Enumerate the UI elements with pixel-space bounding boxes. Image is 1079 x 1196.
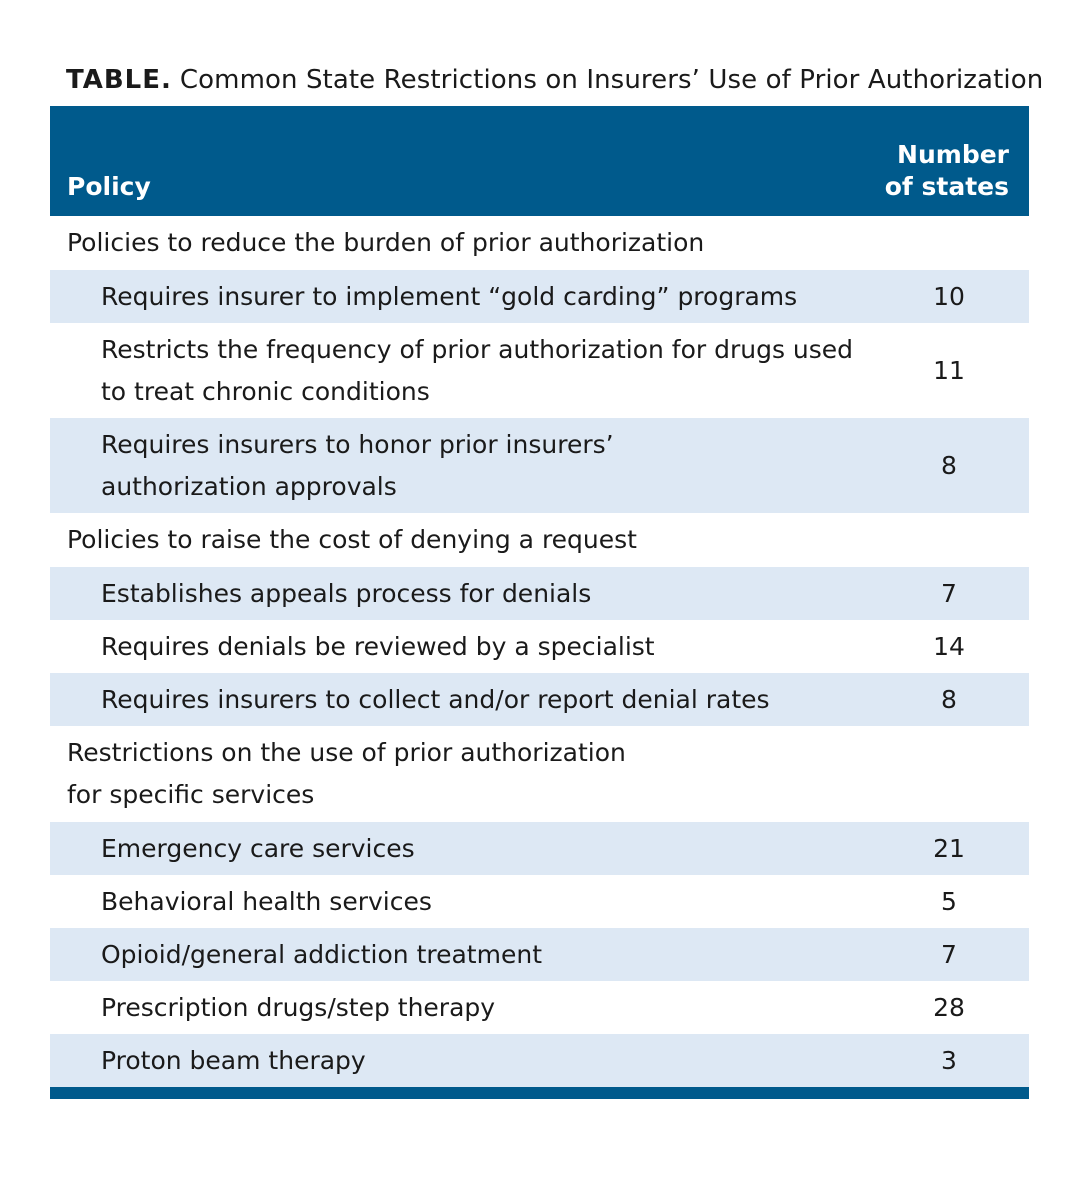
states-cell: 11: [869, 323, 1029, 418]
table-row: [50, 1034, 1029, 1087]
states-cell: 7: [869, 567, 1029, 620]
states-cell: 8: [869, 673, 1029, 726]
table-row: [50, 822, 1029, 875]
policy-cell: Requires insurer to implement “gold carding” programs: [50, 270, 869, 323]
policy-cell: Proton beam therapy: [50, 1034, 869, 1087]
header-count-line2: of states: [884, 172, 1009, 201]
section-title: Restrictions on the use of prior authorization for specific services: [50, 726, 1029, 822]
policy-cell: Establishes appeals process for denials: [50, 567, 869, 620]
table-caption: [50, 60, 1044, 100]
states-cell: 7: [869, 928, 1029, 981]
section-row: [50, 726, 1029, 822]
caption-title: Common State Restrictions on Insurers’ Use of Prior Authorization: [179, 65, 1044, 95]
header-count-line1: Number: [897, 140, 1009, 169]
table-row: [50, 567, 1029, 620]
states-cell: 21: [869, 822, 1029, 875]
table-row: [50, 928, 1029, 981]
section-row: [50, 513, 1029, 567]
caption-label: TABLE.: [66, 65, 172, 95]
table-row: [50, 673, 1029, 726]
section-title: Policies to reduce the burden of prior authorization: [50, 216, 1029, 270]
policy-cell: Emergency care services: [50, 822, 869, 875]
header-policy: Policy: [50, 106, 869, 216]
states-cell: 10: [869, 270, 1029, 323]
states-cell: 8: [869, 418, 1029, 513]
states-cell: 28: [869, 981, 1029, 1034]
table-row: [50, 270, 1029, 323]
table-bottom-rule: [50, 1087, 1029, 1099]
prior-authorization-table: [50, 106, 1029, 1087]
policy-cell: Requires insurers to collect and/or report denial rates: [50, 673, 869, 726]
states-cell: 5: [869, 875, 1029, 928]
policy-cell: Opioid/general addiction treatment: [50, 928, 869, 981]
table-header-row: [50, 106, 1029, 216]
table-row: [50, 418, 1029, 513]
table-figure: [50, 60, 1044, 1099]
policy-cell: Requires denials be reviewed by a specialist: [50, 620, 869, 673]
policy-cell: Behavioral health services: [50, 875, 869, 928]
policy-cell: Requires insurers to honor prior insurers’ authorization approvals: [50, 418, 869, 513]
table-row: [50, 323, 1029, 418]
table-row: [50, 620, 1029, 673]
section-row: [50, 216, 1029, 270]
policy-cell: Prescription drugs/step therapy: [50, 981, 869, 1034]
policy-cell: Restricts the frequency of prior authorization for drugs used to treat chronic conditions: [50, 323, 869, 418]
table-row: [50, 875, 1029, 928]
states-cell: 14: [869, 620, 1029, 673]
table-row: [50, 981, 1029, 1034]
section-title: Policies to raise the cost of denying a request: [50, 513, 1029, 567]
states-cell: 3: [869, 1034, 1029, 1087]
header-number-of-states: [869, 106, 1029, 216]
